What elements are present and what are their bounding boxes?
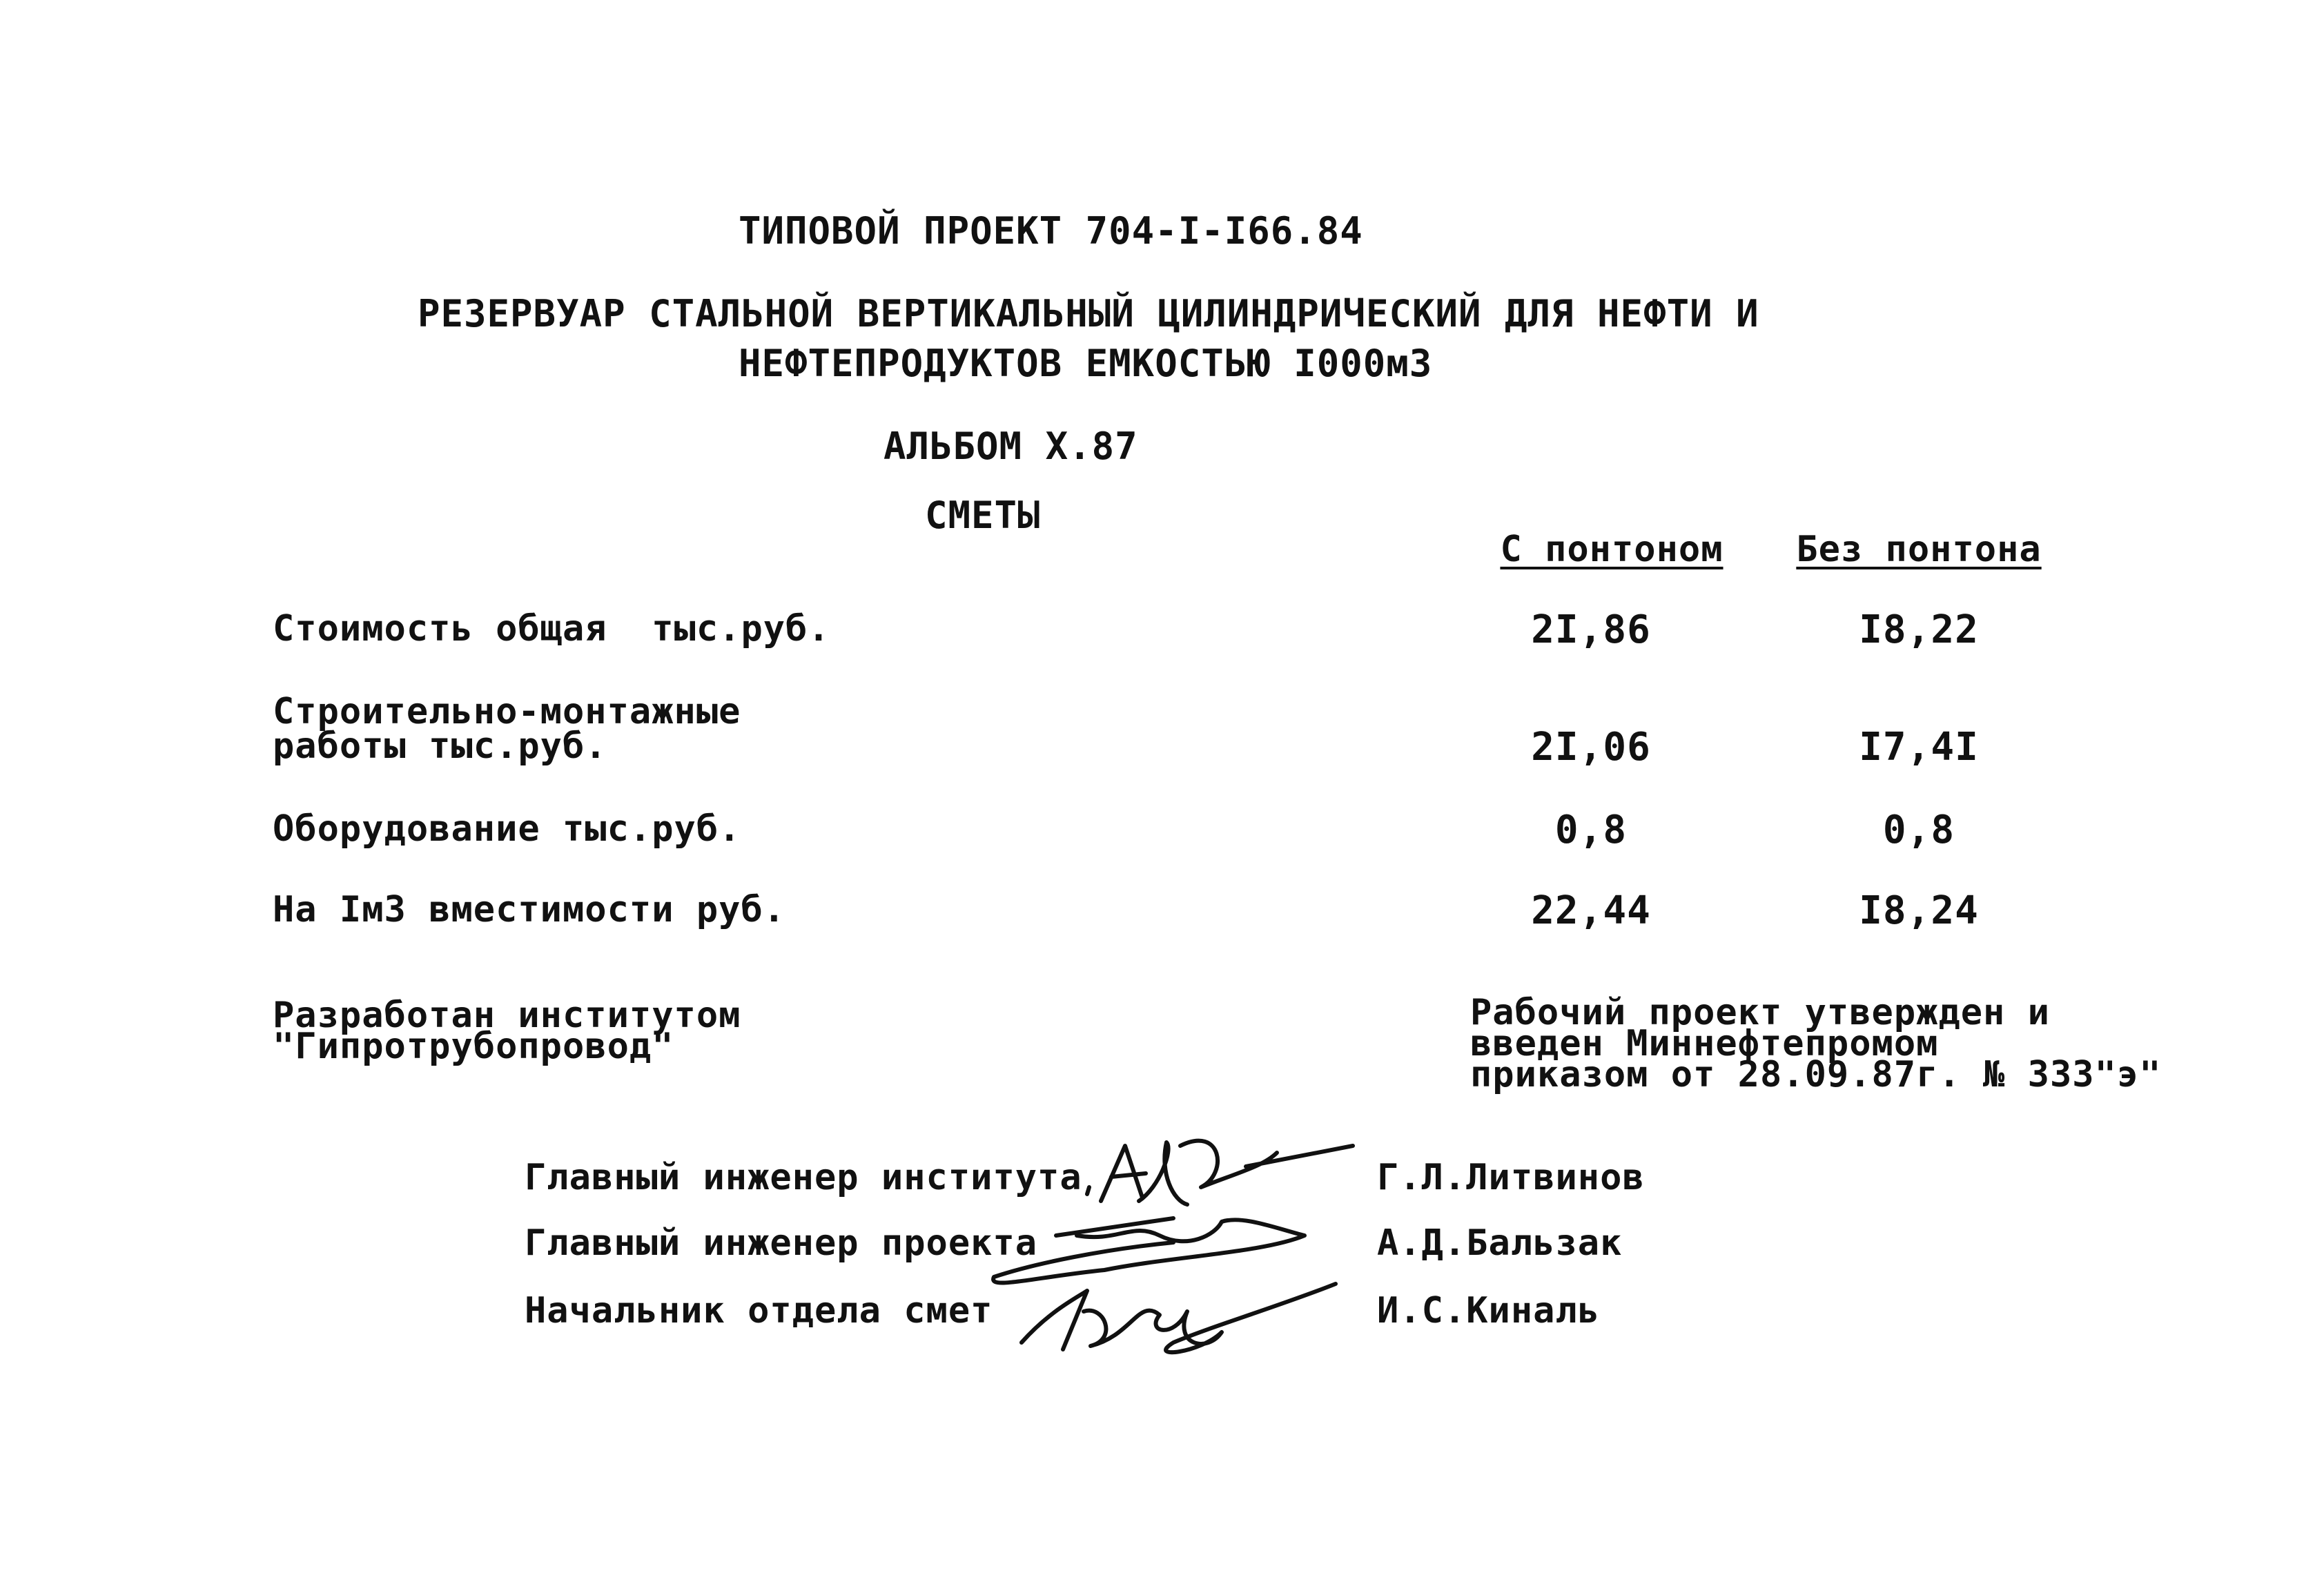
column-header-without-pontoon: Без понтона bbox=[1796, 529, 2042, 570]
cost-row-total-value-with: 2I,86 bbox=[1531, 607, 1651, 652]
signature-name-1: Г.Л.Литвинов bbox=[1377, 1157, 1645, 1198]
signature-2-stroke bbox=[993, 1218, 1305, 1283]
approval-line-1: Рабочий проект утвержден и bbox=[1470, 992, 2050, 1033]
signature-1-stroke bbox=[1087, 1141, 1353, 1204]
cost-row-equipment-label: Оборудование тыс.руб. bbox=[273, 808, 741, 850]
approval-line-2: введен Миннефтепромом bbox=[1470, 1023, 1939, 1064]
section-title: СМЕТЫ bbox=[925, 494, 1041, 537]
signature-3-stroke bbox=[1022, 1284, 1336, 1352]
signature-position-1: Главный инженер института bbox=[525, 1157, 1082, 1198]
album-number: АЛЬБОМ X.87 bbox=[883, 424, 1138, 468]
cost-row-construction-label-line-1: Строительно-монтажные bbox=[273, 691, 741, 732]
cost-row-total-label: Стоимость общая тыс.руб. bbox=[273, 608, 830, 650]
document-title-line-2: НЕФТЕПРОДУКТОВ ЕМКОСТЬЮ I000м3 bbox=[739, 342, 1433, 385]
cost-row-equipment-value-without: 0,8 bbox=[1882, 808, 1955, 852]
project-number: ТИПОВОЙ ПРОЕКТ 704-I-I66.84 bbox=[739, 209, 1363, 253]
signature-name-2: А.Д.Бальзак bbox=[1377, 1222, 1623, 1264]
signature-position-3: Начальник отдела смет bbox=[525, 1290, 993, 1331]
developer-line-2: "Гипротрубопровод" bbox=[273, 1026, 674, 1067]
cost-row-per-m3-value-without: I8,24 bbox=[1859, 888, 1979, 933]
cost-row-construction-value-with: 2I,06 bbox=[1531, 725, 1651, 770]
cost-row-equipment-value-with: 0,8 bbox=[1554, 808, 1628, 852]
document-title-line-1: РЕЗЕРВУАР СТАЛЬНОЙ ВЕРТИКАЛЬНЫЙ ЦИЛИНДРИЧЕСКИЙ ДЛЯ НЕФТИ И bbox=[418, 292, 1759, 335]
cost-row-construction-label-line-2: работы тыс.руб. bbox=[273, 725, 607, 767]
cost-row-total-value-without: I8,22 bbox=[1859, 607, 1979, 652]
signature-name-3: И.С.Киналь bbox=[1377, 1290, 1601, 1331]
cost-row-construction-value-without: I7,4I bbox=[1859, 725, 1979, 770]
column-header-with-pontoon: С понтоном bbox=[1500, 529, 1724, 570]
cost-row-per-m3-value-with: 22,44 bbox=[1531, 888, 1651, 933]
approval-line-3: приказом от 28.09.87г. № 333"э" bbox=[1470, 1054, 2162, 1095]
developer-line-1: Разработан институтом bbox=[273, 995, 741, 1036]
signature-position-2: Главный инженер проекта bbox=[525, 1222, 1038, 1264]
cost-row-per-m3-label: На IмЗ вместимости руб. bbox=[273, 889, 786, 930]
